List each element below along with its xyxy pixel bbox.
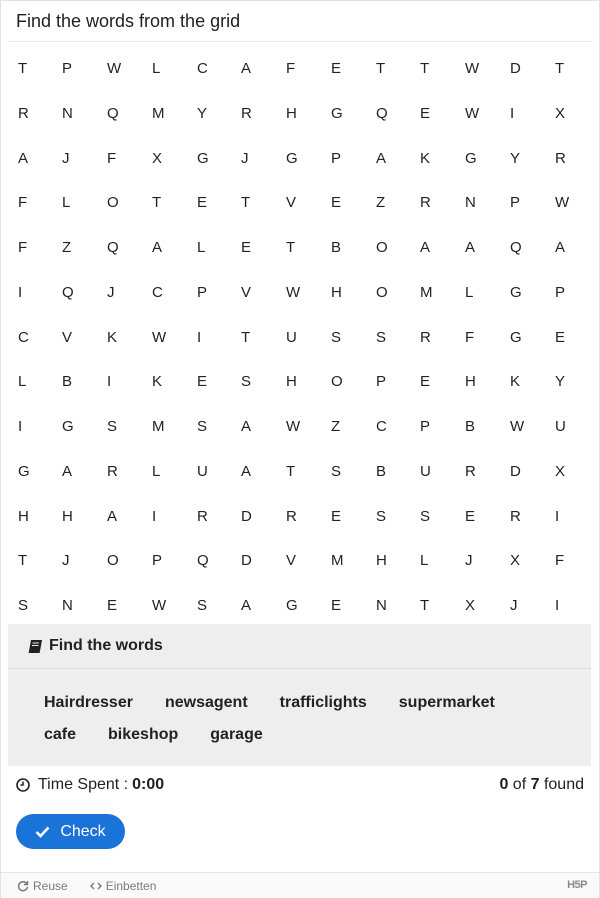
words-panel [8, 624, 591, 766]
grid-cell[interactable]: E [331, 194, 342, 212]
grid-cell[interactable]: G [465, 149, 477, 167]
grid-cell[interactable]: U [197, 462, 208, 480]
timer [16, 776, 164, 794]
grid-cell[interactable]: H [286, 373, 297, 391]
grid-cell[interactable]: W [465, 60, 480, 77]
grid-cell[interactable]: C [18, 328, 29, 346]
grid-cell[interactable]: O [376, 239, 388, 256]
grid-cell[interactable]: E [107, 597, 118, 614]
grid-cell[interactable]: E [331, 507, 342, 525]
grid-cell[interactable]: R [197, 507, 208, 525]
grid-cell[interactable]: Q [510, 239, 522, 256]
grid-cell[interactable]: T [420, 597, 430, 614]
grid-cell[interactable]: J [510, 597, 518, 614]
word-list [8, 669, 591, 757]
grid-cell[interactable]: H [465, 373, 476, 391]
check-button-label: Check [60, 822, 106, 840]
time-value: 0:00 [132, 776, 165, 793]
grid-cell[interactable]: T [18, 552, 28, 570]
total-count: 7 [530, 776, 540, 793]
grid-cell[interactable]: O [376, 283, 388, 301]
embed-label: Einbetten [105, 878, 157, 893]
grid-cell[interactable]: N [62, 597, 73, 614]
grid-cell[interactable]: R [420, 194, 431, 212]
grid-cell[interactable]: Y [510, 149, 521, 167]
grid-cell[interactable]: P [555, 283, 566, 301]
grid-cell[interactable]: M [420, 283, 433, 301]
grid-cell[interactable]: A [555, 239, 566, 256]
grid-cell[interactable]: M [152, 418, 165, 435]
grid-cell[interactable]: A [241, 60, 252, 77]
page-title: Find the words from the grid [16, 11, 241, 31]
grid-cell[interactable]: S [331, 462, 342, 480]
grid-cell[interactable]: W [152, 597, 167, 614]
grid-cell[interactable]: P [510, 194, 521, 212]
grid-cell[interactable]: Q [107, 239, 119, 256]
embed-button[interactable] [90, 879, 157, 893]
grid-cell[interactable]: A [107, 507, 118, 525]
check-icon [35, 826, 50, 838]
letter-grid[interactable] [0, 47, 600, 629]
found-counter [499, 776, 584, 794]
grid-cell[interactable]: T [152, 194, 162, 212]
grid-row [0, 92, 600, 137]
grid-cell[interactable]: T [420, 60, 430, 77]
grid-cell[interactable]: H [331, 283, 342, 301]
grid-cell[interactable]: A [376, 149, 387, 167]
grid-cell[interactable]: X [152, 149, 163, 167]
grid-cell[interactable]: R [420, 328, 431, 346]
grid-cell[interactable]: E [331, 597, 342, 614]
grid-cell[interactable]: N [465, 194, 476, 212]
grid-cell[interactable]: L [152, 462, 161, 480]
check-button[interactable] [16, 814, 125, 849]
grid-cell[interactable]: E [420, 373, 431, 391]
grid-row [0, 226, 600, 271]
grid-cell[interactable]: W [107, 60, 122, 77]
grid-cell[interactable]: Y [197, 104, 208, 122]
grid-cell[interactable]: I [510, 104, 515, 122]
grid-cell[interactable]: W [286, 418, 301, 435]
grid-cell[interactable]: F [286, 60, 296, 77]
grid-cell[interactable]: S [197, 418, 208, 435]
word-item: newsagent [164, 694, 248, 711]
grid-row [0, 539, 600, 584]
word-item: Hairdresser [44, 694, 133, 711]
grid-cell[interactable]: S [376, 328, 387, 346]
grid-cell[interactable]: J [241, 149, 249, 167]
grid-cell[interactable]: P [152, 552, 163, 570]
grid-row [0, 495, 600, 540]
grid-cell[interactable]: G [510, 328, 522, 346]
title-divider [8, 41, 592, 42]
grid-cell[interactable]: K [107, 328, 118, 346]
grid-cell[interactable]: C [376, 418, 387, 435]
grid-cell[interactable]: J [107, 283, 115, 301]
grid-row [0, 584, 600, 629]
grid-cell[interactable]: X [555, 104, 566, 122]
grid-row [0, 137, 600, 182]
grid-cell[interactable]: T [555, 60, 565, 77]
grid-cell[interactable]: K [510, 373, 521, 391]
grid-cell[interactable]: B [62, 373, 73, 391]
clock-icon [16, 778, 30, 792]
grid-cell[interactable]: X [555, 462, 566, 480]
grid-cell[interactable]: T [376, 60, 386, 77]
grid-cell[interactable]: E [555, 328, 566, 346]
grid-cell[interactable]: B [331, 239, 342, 256]
grid-cell[interactable]: I [18, 283, 23, 301]
grid-cell[interactable]: S [331, 328, 342, 346]
grid-cell[interactable]: Q [107, 104, 119, 122]
grid-cell[interactable]: L [62, 194, 71, 212]
grid-cell[interactable]: B [465, 418, 476, 435]
grid-cell[interactable]: E [197, 194, 208, 212]
grid-cell[interactable]: V [241, 283, 252, 301]
grid-cell[interactable]: E [241, 239, 252, 256]
grid-cell[interactable]: E [331, 60, 342, 77]
grid-cell[interactable]: G [18, 462, 30, 480]
grid-cell[interactable]: A [241, 418, 252, 435]
grid-cell[interactable]: L [18, 373, 27, 391]
grid-cell[interactable]: T [241, 194, 251, 212]
grid-cell[interactable]: P [420, 418, 431, 435]
words-panel-header [8, 624, 591, 669]
grid-row [0, 47, 600, 92]
grid-cell[interactable]: A [241, 597, 252, 614]
word-item: trafficlights [279, 694, 367, 711]
grid-cell[interactable]: A [420, 239, 431, 256]
grid-cell[interactable]: R [18, 104, 29, 122]
book-icon [28, 640, 43, 653]
grid-cell[interactable]: F [18, 194, 28, 212]
grid-cell[interactable]: E [420, 104, 431, 122]
grid-row [0, 271, 600, 316]
grid-cell[interactable]: L [152, 60, 161, 77]
grid-cell[interactable]: D [510, 462, 521, 480]
grid-cell[interactable]: J [62, 552, 70, 570]
grid-row [0, 450, 600, 495]
grid-cell[interactable]: I [107, 373, 112, 391]
grid-cell[interactable]: H [62, 507, 73, 525]
grid-cell[interactable]: U [420, 462, 431, 480]
grid-cell[interactable]: U [555, 418, 566, 435]
grid-cell[interactable]: G [286, 149, 298, 167]
grid-cell[interactable]: P [197, 283, 208, 301]
grid-cell[interactable]: A [241, 462, 252, 480]
reuse-label: Reuse [33, 878, 68, 893]
grid-cell[interactable]: G [331, 104, 343, 122]
grid-cell[interactable]: M [331, 552, 344, 570]
grid-cell[interactable]: S [107, 418, 118, 435]
grid-row [0, 360, 600, 405]
grid-cell[interactable]: Z [376, 194, 386, 212]
time-label: Time Spent : [38, 776, 129, 793]
grid-cell[interactable]: R [510, 507, 521, 525]
grid-cell[interactable]: I [197, 328, 202, 346]
grid-cell[interactable]: S [18, 597, 29, 614]
grid-cell[interactable]: R [107, 462, 118, 480]
grid-cell[interactable]: N [62, 104, 73, 122]
grid-cell[interactable]: I [18, 418, 23, 435]
grid-cell[interactable]: J [465, 552, 473, 570]
grid-cell[interactable]: G [62, 418, 74, 435]
grid-cell[interactable]: V [286, 552, 297, 570]
grid-cell[interactable]: N [376, 597, 387, 614]
grid-cell[interactable]: M [152, 104, 165, 122]
grid-cell[interactable]: C [152, 283, 163, 301]
grid-cell[interactable]: A [18, 149, 29, 167]
grid-cell[interactable]: W [555, 194, 570, 212]
grid-cell[interactable]: F [555, 552, 565, 570]
word-item: supermarket [398, 694, 495, 711]
grid-cell[interactable]: Q [197, 552, 209, 570]
grid-cell[interactable]: P [331, 149, 342, 167]
grid-cell[interactable]: F [107, 149, 117, 167]
grid-cell[interactable]: D [510, 60, 521, 77]
h5p-logo: H5P [567, 879, 587, 891]
grid-cell[interactable]: U [286, 328, 297, 346]
grid-cell[interactable]: S [241, 373, 252, 391]
grid-cell[interactable]: I [555, 597, 560, 614]
grid-cell[interactable]: G [286, 597, 298, 614]
found-label: found [543, 776, 584, 793]
grid-cell[interactable]: C [197, 60, 208, 77]
grid-cell[interactable]: G [510, 283, 522, 301]
grid-cell[interactable]: P [376, 373, 387, 391]
word-item: garage [210, 726, 263, 743]
grid-cell[interactable]: F [18, 239, 28, 256]
grid-cell[interactable]: F [465, 328, 475, 346]
grid-cell[interactable]: S [197, 597, 208, 614]
grid-cell[interactable]: Y [555, 373, 566, 391]
grid-cell[interactable]: E [465, 507, 476, 525]
grid-cell[interactable]: W [286, 283, 301, 301]
grid-cell[interactable]: L [465, 283, 474, 301]
status-row [16, 776, 584, 794]
grid-cell[interactable]: H [376, 552, 387, 570]
grid-row [0, 316, 600, 361]
grid-cell[interactable]: S [376, 507, 387, 525]
grid-cell[interactable]: W [152, 328, 167, 346]
grid-cell[interactable]: T [18, 60, 28, 77]
grid-cell[interactable]: S [420, 507, 431, 525]
grid-cell[interactable]: X [465, 597, 476, 614]
grid-cell[interactable]: Z [62, 239, 72, 256]
grid-cell[interactable]: K [152, 373, 163, 391]
grid-cell[interactable]: B [376, 462, 387, 480]
grid-cell[interactable]: O [331, 373, 343, 391]
grid-cell[interactable]: R [286, 507, 297, 525]
footer-bar [1, 872, 599, 898]
grid-cell[interactable]: H [18, 507, 29, 525]
grid-row [0, 181, 600, 226]
grid-cell[interactable]: T [286, 462, 296, 480]
grid-cell[interactable]: G [197, 149, 209, 167]
grid-cell[interactable]: D [241, 507, 252, 525]
grid-cell[interactable]: W [510, 418, 525, 435]
grid-cell[interactable]: E [197, 373, 208, 391]
grid-cell[interactable]: J [62, 149, 70, 167]
grid-cell[interactable]: A [465, 239, 476, 256]
word-item: bikeshop [108, 726, 179, 743]
grid-cell[interactable]: Q [62, 283, 74, 301]
reuse-button[interactable] [17, 879, 68, 893]
grid-cell[interactable]: X [510, 552, 521, 570]
grid-cell[interactable]: A [62, 462, 73, 480]
grid-cell[interactable]: O [107, 194, 119, 212]
words-panel-title: Find the words [49, 637, 163, 654]
grid-cell[interactable]: L [197, 239, 206, 256]
grid-cell[interactable]: T [286, 239, 296, 256]
grid-cell[interactable]: O [107, 552, 119, 570]
grid-cell[interactable]: R [465, 462, 476, 480]
grid-cell[interactable]: V [286, 194, 297, 212]
grid-cell[interactable]: D [241, 552, 252, 570]
grid-cell[interactable]: H [286, 104, 297, 122]
reuse-icon [17, 880, 29, 892]
found-of: of [512, 776, 527, 793]
grid-cell[interactable]: V [62, 328, 73, 346]
grid-cell[interactable]: W [465, 104, 480, 122]
grid-cell[interactable]: I [555, 507, 560, 525]
grid-cell[interactable]: R [555, 149, 566, 167]
word-item: cafe [44, 726, 77, 743]
grid-row [0, 405, 600, 450]
found-count: 0 [499, 776, 509, 793]
grid-cell[interactable]: Q [376, 104, 388, 122]
grid-cell[interactable]: I [152, 507, 157, 525]
grid-cell[interactable]: P [62, 60, 73, 77]
grid-cell[interactable]: A [152, 239, 163, 256]
grid-cell[interactable]: L [420, 552, 429, 570]
grid-cell[interactable]: Z [331, 418, 341, 435]
grid-cell[interactable]: T [241, 328, 251, 346]
code-icon [90, 880, 102, 892]
grid-cell[interactable]: R [241, 104, 252, 122]
grid-cell[interactable]: K [420, 149, 431, 167]
